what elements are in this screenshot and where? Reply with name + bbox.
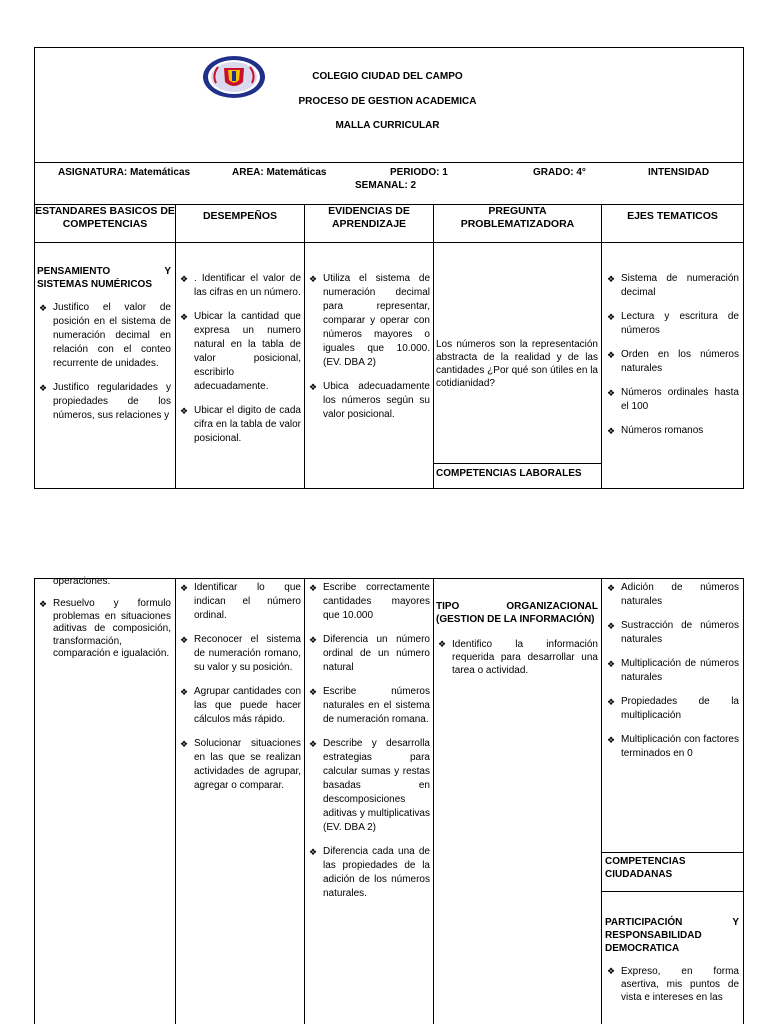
asignatura-label: ASIGNATURA: Matemáticas (58, 167, 191, 178)
list-item: ❖ Multiplicación de números naturales (607, 658, 739, 683)
list-item: ❖ Justifico regularidades y propiedades de los números, sus relaciones y (39, 382, 171, 421)
list-item: ❖ Expreso, en forma asertiva, mis puntos de vista e intereses en las (607, 966, 739, 1003)
evidencias-column-p2 (307, 581, 430, 911)
area-label: AREA: Matemáticas (232, 167, 327, 178)
list-item: ❖ Números ordinales hasta el 100 (607, 387, 739, 412)
list-item: ❖ Justifico el valor de posición en el sistema de numeración decimal en relación con el conteo recurrente de unidades. (39, 302, 171, 369)
col-header-ejes: EJES TEMATICOS (627, 210, 718, 222)
participacion-title: PARTICIPACIÓN Y RESPONSABILIDAD DEMOCRATICA (605, 917, 739, 954)
semanal-label: SEMANAL: 2 (355, 180, 417, 191)
estandares-title: PENSAMIENTO Y SISTEMAS NUMÉRICOS (37, 266, 171, 290)
col-header-desempenos: DESEMPEÑOS (202, 210, 278, 222)
periodo-label: PERIODO: 1 (390, 167, 448, 178)
estandares-column-p2 (37, 576, 171, 671)
list-item: ❖ Escribe correctamente cantidades mayores que 10.000 (309, 582, 430, 621)
list-item: ❖ Propiedades de la multiplicación (607, 696, 739, 721)
list-item: ❖ Solucionar situaciones en las que se realizan actividades de agrupar, agregar o comparar. (180, 738, 301, 791)
list-item: ❖ Sistema de numeración decimal (607, 273, 739, 298)
evidencias-column (307, 272, 430, 432)
list-item: ❖ Sustracción de números naturales (607, 620, 739, 645)
tipo-column (436, 600, 598, 687)
competencias-ciudadanas-title: COMPETENCIAS CIUDADANAS (605, 856, 686, 880)
intensidad-label: INTENSIDAD (648, 167, 710, 178)
grado-label: GRADO: 4° (533, 167, 586, 178)
list-item: ❖ . Identificar el valor de las cifras en un número. (180, 273, 301, 298)
list-item: ❖ Diferencia cada una de las propiedades de la adición de los números naturales. (309, 846, 430, 899)
estandares-column (37, 265, 171, 433)
list-item: ❖ Lectura y escritura de números (607, 311, 739, 336)
tipo-organizacional-title: TIPO ORGANIZACIONAL (GESTION DE LA INFORMACIÓN) (436, 601, 598, 625)
list-item: ❖ Utiliza el sistema de numeración decimal para representar, comparar y operar con números mayores o iguales que 10.000. (EV. DBA 2) (309, 273, 430, 368)
school-name: COLEGIO CIUDAD DEL CAMPO (312, 71, 463, 82)
participacion-block (605, 916, 739, 1014)
list-item: ❖ Ubicar el digito de cada cifra en la tabla de valor posicional. (180, 405, 301, 444)
competencias-laborales-title: COMPETENCIAS LABORALES (436, 468, 582, 479)
desempenos-column-p2 (178, 581, 301, 803)
list-item: ❖ Ubica adecuadamente los números según su valor posicional. (309, 381, 430, 420)
list-item: ❖ Reconocer el sistema de numeración romano, su valor y su posición. (180, 634, 301, 673)
process-title: PROCESO DE GESTION ACADEMICA (298, 96, 477, 107)
pregunta-text: Los números son la representación abstracta de la realidad y de las cantidades ¿Por qué son útiles en la cotidianidad? (436, 339, 598, 389)
col-header-estandares: ESTANDARES BASICOS DE COMPETENCIAS (35, 205, 175, 230)
ejes-column-p2 (605, 581, 739, 771)
list-item: ❖ Identifico la información requerida para desarrollar una tarea o actividad. (438, 639, 598, 676)
list-item: ❖ Adición de números naturales (607, 582, 739, 607)
list-item: ❖ Describe y desarrolla estrategias para calcular sumas y restas basadas en descomposiciones aditivas y multiplicativas (EV. DBA 2) (309, 738, 430, 833)
col-header-pregunta: PREGUNTA PROBLEMATIZADORA (460, 205, 575, 230)
list-item: ❖ Resuelvo y formulo problemas en situaciones aditivas de composición, transformación, comparación e igualación. (39, 598, 171, 659)
col-header-evidencias: EVIDENCIAS DE APRENDIZAJE (328, 205, 410, 230)
list-item: ❖ Orden en los números naturales (607, 349, 739, 374)
estandares-continuation: operaciones. (53, 576, 111, 587)
list-item: ❖ Agrupar cantidades con las que puede hacer cálculos más rápido. (180, 686, 301, 725)
list-item: ❖ Escribe números naturales en el sistema de numeración romana. (309, 686, 430, 725)
list-item: ❖ Números romanos (607, 425, 704, 436)
list-item: ❖ Diferencia un número ordinal de un número natural (309, 634, 430, 673)
list-item: ❖ Multiplicación con factores terminados en 0 (607, 734, 739, 759)
desempenos-column (178, 272, 301, 456)
list-item: ❖ Identificar lo que indican el número ordinal. (180, 582, 301, 621)
ejes-column (605, 272, 739, 448)
list-item: ❖ Ubicar la cantidad que expresa un numero natural en la tabla de valor posicional, escribirlo adecuadamente. (180, 311, 301, 392)
document-title: MALLA CURRICULAR (335, 120, 440, 131)
